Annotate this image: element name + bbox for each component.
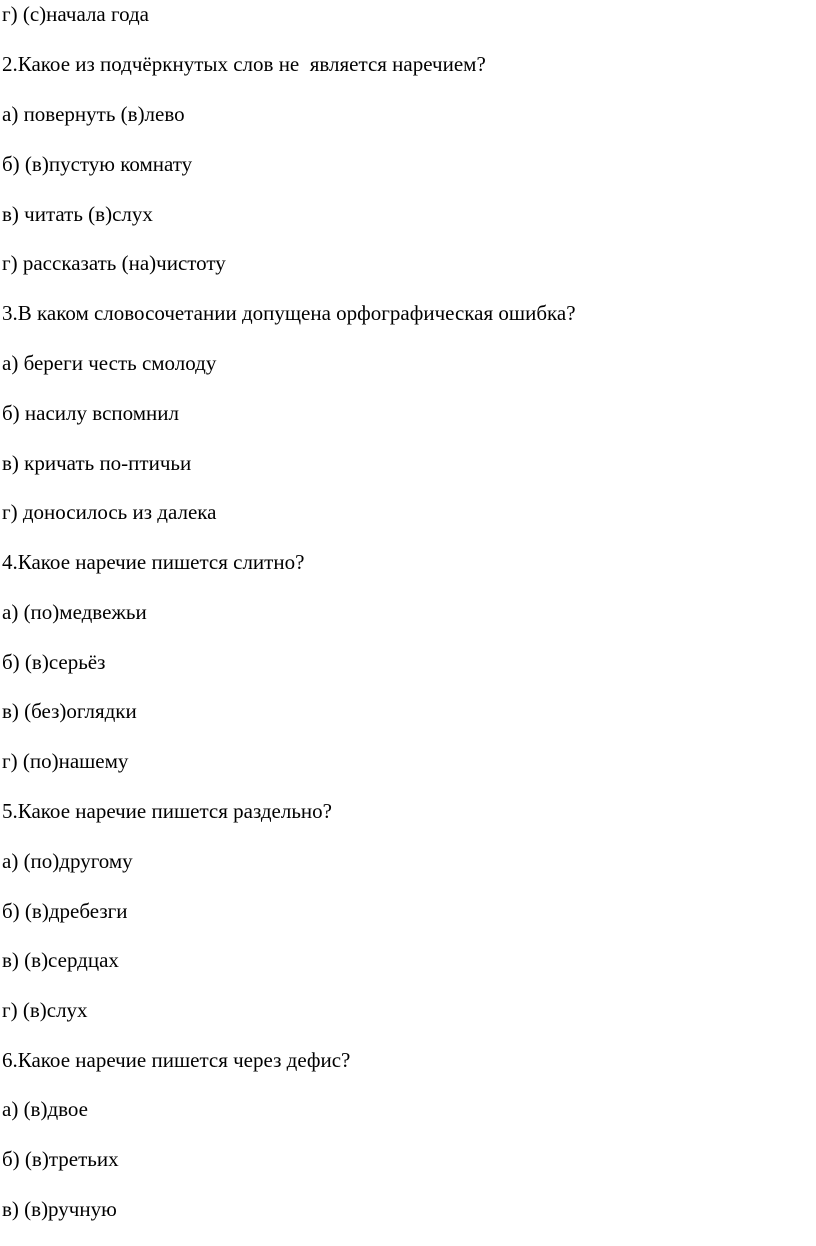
answer-option: а) (по)другому xyxy=(2,849,133,873)
answer-option: б) (в)дребезги xyxy=(2,899,128,923)
question-text: 2.Какое из подчёркнутых слов не является наречием? xyxy=(2,52,486,76)
answer-option: г) (по)нашему xyxy=(2,749,129,773)
answer-option: г) рассказать (на)чистоту xyxy=(2,251,226,275)
question-text: 6.Какое наречие пишется через дефис? xyxy=(2,1048,351,1072)
answer-option: б) (в)третьих xyxy=(2,1147,119,1171)
answer-option: в) (в)сердцах xyxy=(2,948,119,972)
answer-option: а) (по)медвежьи xyxy=(2,600,147,624)
question-text: 4.Какое наречие пишется слитно? xyxy=(2,550,305,574)
answer-option: в) кричать по-птичьи xyxy=(2,451,192,475)
answer-option: б) насилу вспомнил xyxy=(2,401,179,425)
answer-option: г) (в)слух xyxy=(2,998,88,1022)
answer-option: а) (в)двое xyxy=(2,1097,88,1121)
answer-option: г) (с)начала года xyxy=(2,2,149,26)
answer-option: в) читать (в)слух xyxy=(2,202,153,226)
answer-option: в) (в)ручную xyxy=(2,1197,117,1221)
answer-option: б) (в)пустую комнату xyxy=(2,152,193,176)
answer-option: а) береги честь смолоду xyxy=(2,351,217,375)
answer-option: а) повернуть (в)лево xyxy=(2,102,185,126)
answer-option: б) (в)серьёз xyxy=(2,650,106,674)
question-text: 5.Какое наречие пишется раздельно? xyxy=(2,799,332,823)
answer-option: в) (без)оглядки xyxy=(2,699,137,723)
question-text: 3.В каком словосочетании допущена орфографическая ошибка? xyxy=(2,301,576,325)
answer-option: г) доносилось из далека xyxy=(2,500,217,524)
